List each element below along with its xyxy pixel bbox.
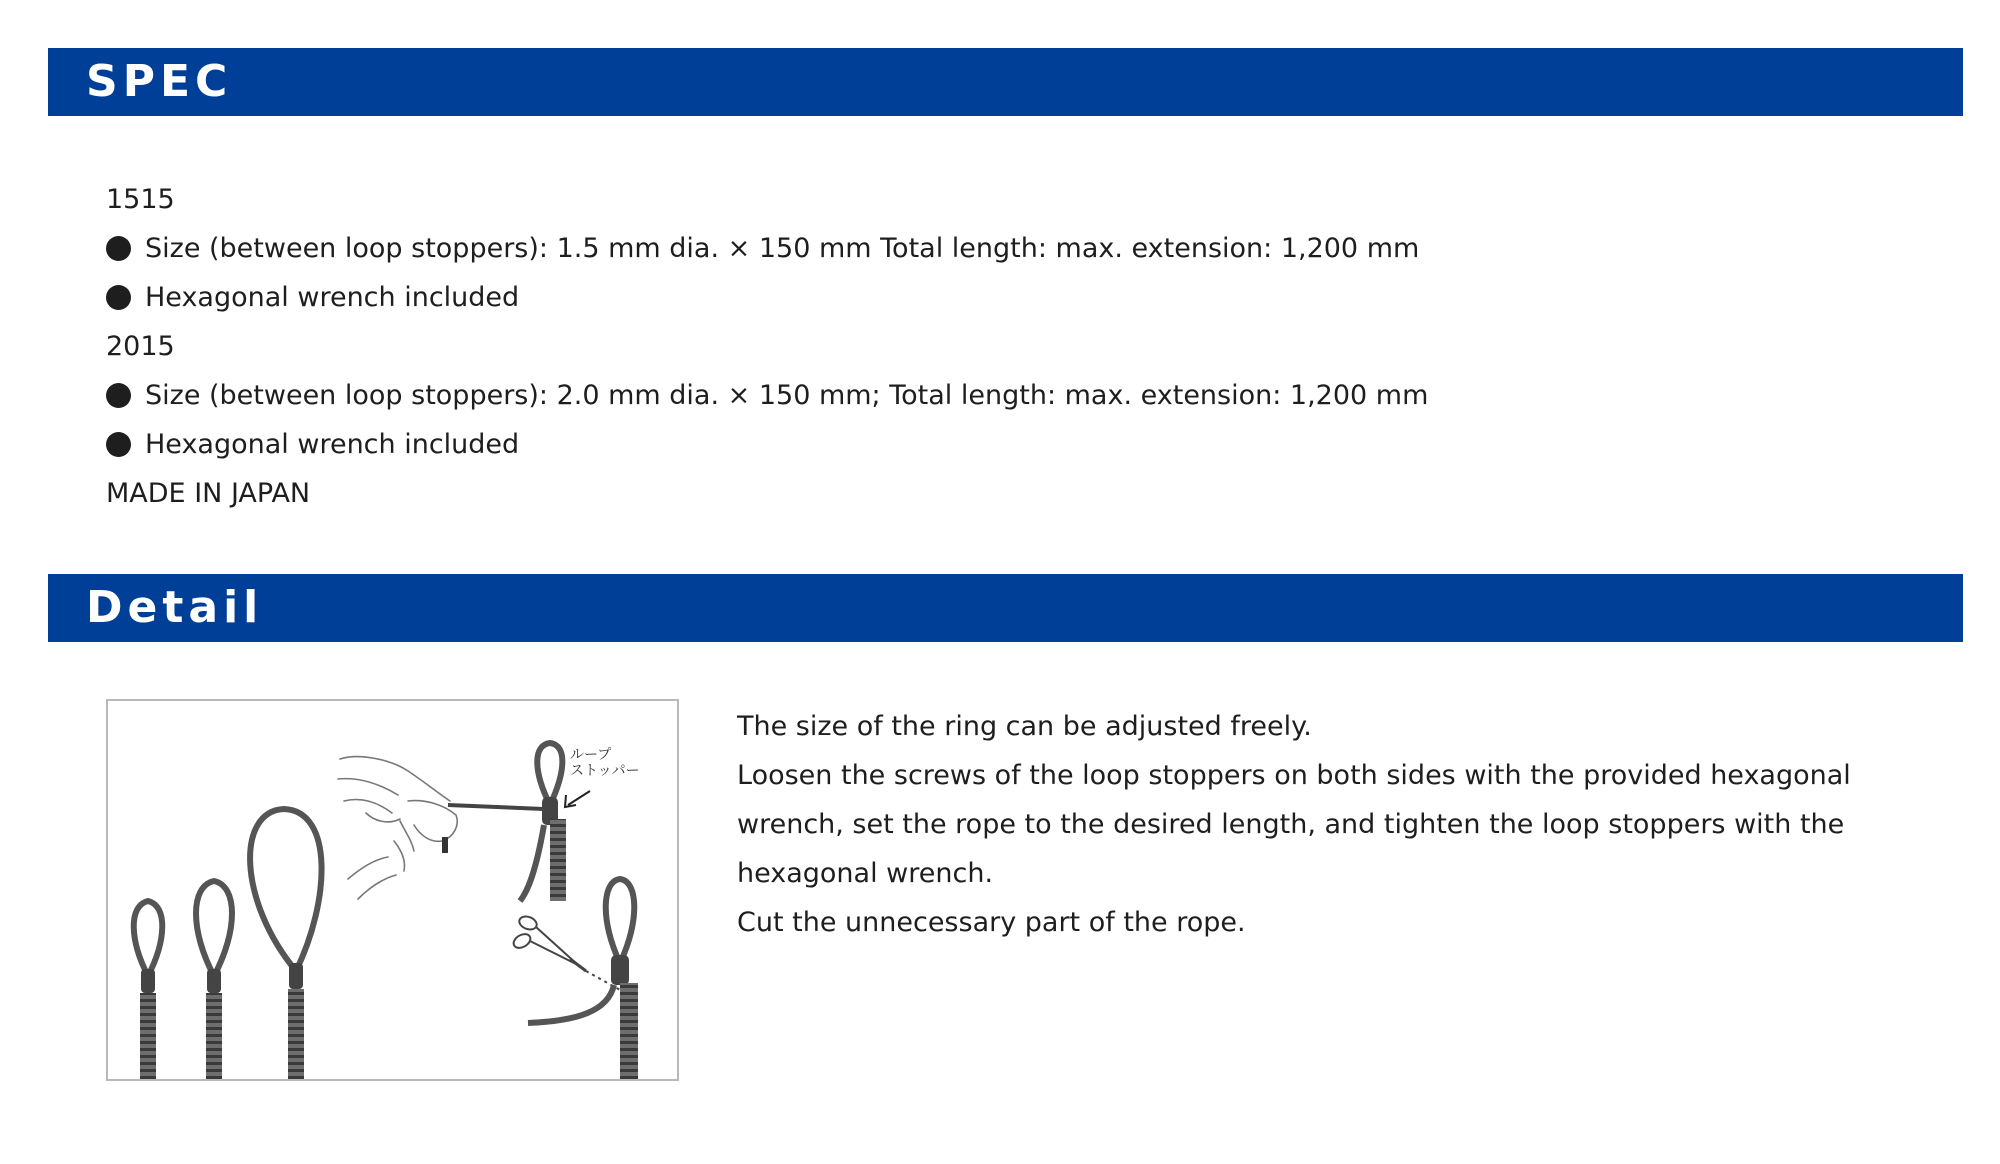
- detail-paragraph: wrench, set the rope to the desired length, and tighten the loop stoppers with the: [737, 809, 1845, 840]
- spec-model-1515: [106, 175, 1428, 224]
- spec-size-1515: [106, 224, 1428, 273]
- callout-label-line1: ループ: [570, 747, 612, 763]
- hand-icon: [338, 757, 457, 899]
- spec-line-text: MADE IN JAPAN: [106, 478, 311, 509]
- spec-wrench-1515: [106, 273, 1428, 322]
- detail-paragraph: hexagonal wrench.: [737, 858, 994, 889]
- large-loop-icon: [250, 809, 321, 1079]
- adjust-loop-icon: [520, 743, 566, 901]
- spec-wrench-2015: [106, 420, 1428, 469]
- loop-stopper-illustration: [106, 699, 679, 1081]
- bullet-icon: [106, 432, 131, 457]
- detail-paragraph: The size of the ring can be adjusted freely.: [737, 711, 1312, 742]
- spec-section-header: [48, 48, 1963, 116]
- illustration-svg: [108, 701, 677, 1079]
- scissors-icon: [511, 914, 586, 971]
- spec-line-text: Size (between loop stoppers): 1.5 mm dia. × 150 mm Total length: max. extension: 1,200 mm: [145, 233, 1420, 264]
- spec-heading: SPEC: [86, 56, 233, 107]
- detail-paragraph: Cut the unnecessary part of the rope.: [737, 907, 1246, 938]
- spec-line-text: Size (between loop stoppers): 2.0 mm dia. × 150 mm; Total length: max. extension: 1,200 mm: [145, 380, 1429, 411]
- callout-arrow-icon: [568, 791, 590, 805]
- small-loop-icon: [134, 901, 163, 1079]
- bullet-icon: [106, 285, 131, 310]
- spec-origin: [106, 469, 1428, 518]
- medium-loop-icon: [196, 881, 232, 1079]
- detail-section-header: [48, 574, 1963, 642]
- detail-heading: Detail: [86, 582, 264, 633]
- bullet-icon: [106, 236, 131, 261]
- spec-line-text: Hexagonal wrench included: [145, 282, 520, 313]
- spec-list: [106, 175, 1428, 518]
- cut-loop-icon: [528, 879, 638, 1079]
- bullet-icon: [106, 383, 131, 408]
- spec-line-text: 1515: [106, 184, 175, 215]
- spec-line-text: 2015: [106, 331, 175, 362]
- spec-model-2015: [106, 322, 1428, 371]
- screw-icon: [442, 837, 448, 853]
- rope-icon: [448, 805, 544, 809]
- callout-label-line2: ストッパー: [570, 763, 640, 779]
- detail-description: [737, 702, 1887, 947]
- spec-line-text: Hexagonal wrench included: [145, 429, 520, 460]
- spec-size-2015: [106, 371, 1428, 420]
- detail-paragraph: Loosen the screws of the loop stoppers on both sides with the provided hexagonal: [737, 760, 1851, 791]
